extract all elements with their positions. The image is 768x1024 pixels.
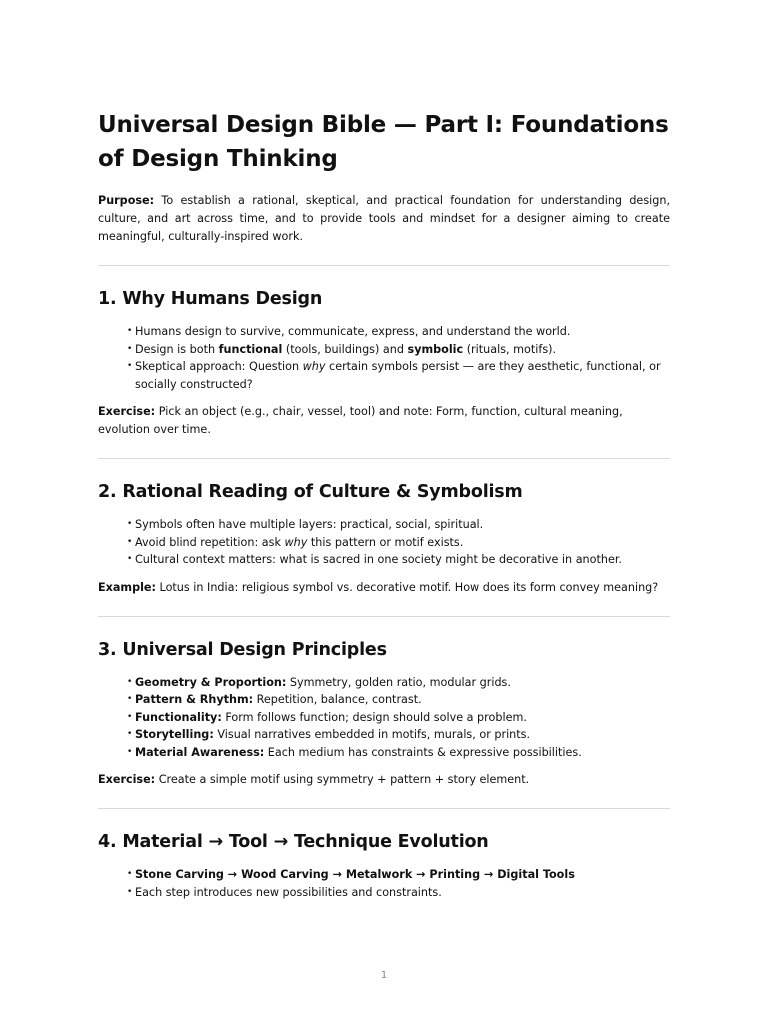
bullet-list — [98, 674, 670, 762]
list-item — [98, 691, 670, 709]
list-item-text: Avoid blind repetition: ask — [135, 535, 285, 549]
list-item-text: Design is both — [135, 342, 219, 356]
list-item-text: functional — [218, 342, 283, 356]
list-item — [98, 551, 670, 569]
list-item — [98, 341, 670, 359]
list-item-text: Symbols often have multiple layers: practical, social, spiritual. — [135, 518, 484, 531]
bullet-list — [98, 323, 670, 393]
list-item — [98, 358, 670, 393]
section-1 — [98, 287, 670, 439]
list-item — [98, 534, 670, 552]
purpose-label: Purpose: — [98, 194, 155, 207]
list-item — [98, 726, 670, 744]
note-text: Create a simple motif using symmetry + pattern + story element. — [155, 773, 530, 786]
list-item-text: Cultural context matters: what is sacred in one society might be decorative in another. — [135, 553, 622, 566]
note-label: Exercise: — [98, 773, 156, 786]
list-item-text: (rituals, motifs). — [463, 342, 557, 356]
bullet-list — [98, 866, 670, 901]
section-2 — [98, 480, 670, 597]
list-item-text: why — [284, 535, 308, 549]
section-note — [98, 579, 670, 597]
list-item — [98, 516, 670, 534]
note-label: Example: — [98, 580, 156, 594]
list-item-text: (tools, buildings) and — [282, 342, 408, 356]
list-item-text: Functionality: — [135, 710, 222, 724]
document-title: Universal Design Bible — Part I: Foundations of Design Thinking — [98, 112, 669, 172]
note-text: Pick an object (e.g., chair, vessel, tool) and note: Form, function, cultural meaning, evolution over time. — [98, 405, 623, 436]
list-item-text: Visual narratives embedded in motifs, murals, or prints. — [213, 728, 531, 741]
list-item — [98, 323, 670, 341]
section-4 — [98, 830, 670, 901]
purpose-text: To establish a rational, skeptical, and practical foundation for understanding design, culture, and art across time, and to provide tools and mindset for a designer aiming to create meaningful, culturally-inspired work. — [98, 194, 670, 243]
section-heading: 1. Why Humans Design — [98, 289, 323, 309]
list-item-text: Skeptical approach: Question — [135, 360, 303, 373]
bullet-list — [98, 516, 670, 569]
list-item-text: Each step introduces new possibilities and constraints. — [135, 885, 442, 899]
list-item-text: Form follows function; design should solve a problem. — [221, 710, 527, 724]
section-heading: 2. Rational Reading of Culture & Symbolism — [98, 482, 523, 502]
section-note — [98, 403, 670, 439]
list-item-text: Geometry & Proportion: — [135, 675, 287, 689]
section-3 — [98, 638, 670, 790]
list-item-text: Humans design to survive, communicate, express, and understand the world. — [135, 325, 571, 338]
list-item-text: why — [302, 360, 326, 373]
purpose-paragraph — [98, 192, 670, 246]
page-number: 1 — [380, 970, 388, 981]
list-item-text: certain symbols persist — are they aesthetic, functional, or socially constructed? — [135, 360, 661, 391]
list-item — [98, 709, 670, 727]
list-item-text: this pattern or motif exists. — [307, 535, 464, 549]
document-page — [98, 108, 670, 911]
section-heading: 4. Material → Tool → Technique Evolution — [98, 832, 489, 852]
note-text: Lotus in India: religious symbol vs. decorative motif. How does its form convey meaning? — [155, 580, 659, 594]
list-item-text: Material Awareness: — [135, 745, 265, 759]
note-label: Exercise: — [98, 405, 156, 418]
list-item-text: symbolic — [407, 342, 464, 356]
list-item-text: Symmetry, golden ratio, modular grids. — [286, 675, 511, 689]
list-item — [98, 674, 670, 692]
list-item-text: Storytelling: — [135, 728, 214, 741]
sections-container — [98, 287, 670, 901]
list-item — [98, 866, 670, 884]
section-heading: 3. Universal Design Principles — [98, 639, 387, 660]
list-item-text: Stone Carving → Wood Carving → Metalwork → Printing → Digital Tools — [135, 868, 575, 881]
list-item-text: Repetition, balance, contrast. — [253, 693, 422, 706]
list-item — [98, 884, 670, 902]
list-item-text: Pattern & Rhythm: — [135, 693, 254, 706]
section-note — [98, 771, 670, 789]
list-item — [98, 744, 670, 762]
list-item-text: Each medium has constraints & expressive possibilities. — [264, 745, 582, 759]
